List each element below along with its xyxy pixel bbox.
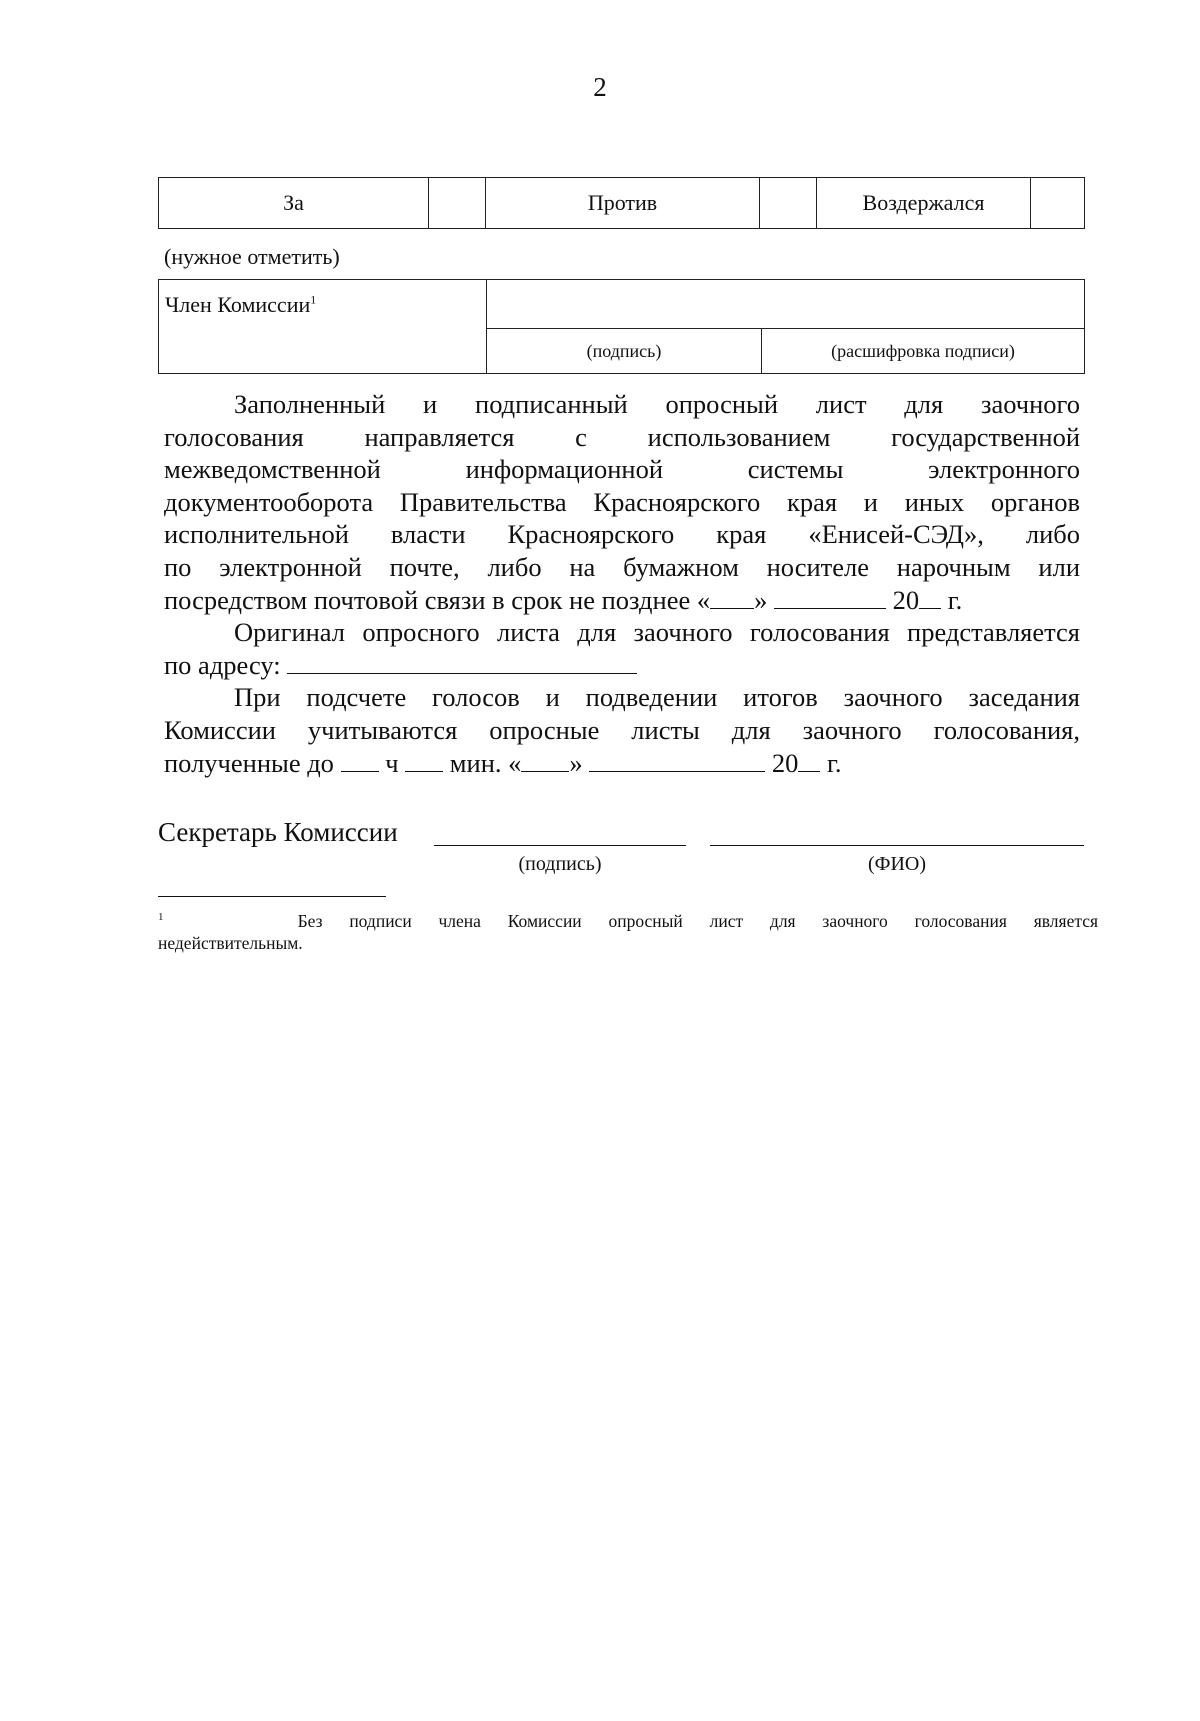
paragraph-1-line: межведомственной информационной системы электронного — [164, 454, 1080, 485]
address-label: по адресу: — [164, 649, 281, 680]
received-month-blank[interactable] — [589, 749, 765, 772]
year-prefix: 20 — [771, 747, 799, 778]
vote-note: (нужное отметить) — [164, 244, 340, 269]
footnote-number: 1 — [158, 911, 164, 923]
deadline-day-blank[interactable] — [710, 586, 754, 609]
deadline-text: посредством почтовой связи в срок не позднее « — [164, 584, 711, 615]
vote-for-label: За — [159, 178, 429, 229]
vote-for-checkbox[interactable] — [429, 178, 486, 229]
page-number: 2 — [593, 72, 607, 102]
footnote-line: недействительным. — [158, 932, 303, 953]
hours-blank[interactable] — [341, 749, 379, 772]
secretary-signature-line[interactable] — [434, 845, 686, 846]
address-blank[interactable] — [287, 651, 637, 674]
footnote-separator — [158, 896, 386, 897]
hours-label: ч — [385, 747, 399, 778]
member-signature-field[interactable] — [487, 280, 1085, 329]
minutes-blank[interactable] — [405, 749, 443, 772]
vote-abstain-checkbox[interactable] — [1031, 178, 1085, 229]
received-before: полученные до — [164, 747, 334, 778]
vote-options-table — [158, 177, 1085, 229]
minutes-label: мин. « — [449, 747, 522, 778]
paragraph-2-last-line — [164, 649, 1080, 682]
paragraph-1-line: голосования направляется с использованием государственной — [164, 421, 1080, 452]
member-signature-table — [158, 279, 1085, 374]
member-label-cell — [159, 280, 487, 374]
footnote-ref: 1 — [310, 292, 317, 307]
secretary-label: Секретарь Комиссии — [158, 817, 398, 847]
signature-decoding-caption: (расшифровка подписи) — [762, 329, 1085, 374]
member-label: Член Комиссии — [165, 292, 311, 317]
quote-close: » — [569, 747, 583, 778]
paragraph-3-line: Комиссии учитываются опросные листы для заочного голосования, — [164, 714, 1080, 745]
paragraph-1-line: документооборота Правительства Красноярского края и иных органов — [164, 486, 1080, 517]
paragraph-2-line: Оригинал опросного листа для заочного голосования представляется — [234, 617, 1080, 648]
paragraph-1-line: по электронной почте, либо на бумажном носителе нарочным или — [164, 551, 1080, 582]
secretary-signature-caption: (подпись) — [518, 853, 602, 875]
received-day-blank[interactable] — [521, 749, 569, 772]
vote-against-label: Против — [486, 178, 760, 229]
body-text — [164, 388, 1080, 779]
year-suffix: г. — [947, 584, 963, 615]
received-year-blank[interactable] — [798, 749, 820, 772]
quote-close: » — [754, 584, 768, 615]
footnote-text: Без подписи члена Комиссии опросный лист для заочного голосования является — [297, 910, 1099, 931]
paragraph-1-last-line — [164, 584, 1080, 617]
paragraph-1-line: Заполненный и подписанный опросный лист для заочного — [234, 389, 1080, 419]
year-suffix: г. — [827, 747, 842, 778]
vote-abstain-label: Воздержался — [817, 178, 1031, 229]
footnote — [158, 906, 1098, 954]
vote-against-checkbox[interactable] — [760, 178, 817, 229]
year-prefix: 20 — [892, 584, 920, 615]
secretary-name-line[interactable] — [710, 845, 1084, 846]
deadline-month-blank[interactable] — [774, 586, 886, 609]
paragraph-3-last-line — [164, 747, 1080, 780]
deadline-year-blank[interactable] — [919, 586, 941, 609]
secretary-name-caption: (ФИО) — [867, 853, 926, 875]
signature-caption: (подпись) — [487, 329, 762, 374]
footnote-line — [158, 906, 1098, 932]
paragraph-1-line: исполнительной власти Красноярского края «Енисей-СЭД», либо — [164, 519, 1080, 550]
paragraph-3-line: При подсчете голосов и подведении итогов заочного заседания — [234, 682, 1080, 713]
